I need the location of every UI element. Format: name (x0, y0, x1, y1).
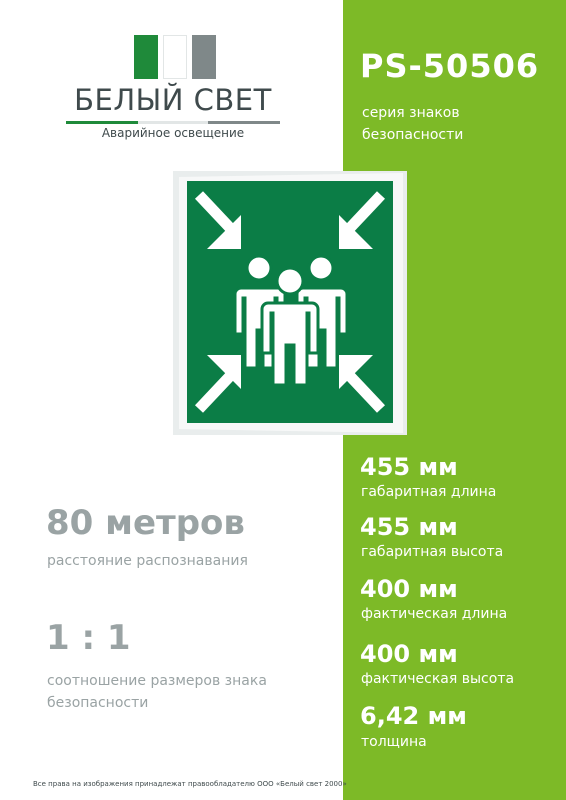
logo-subtitle: Аварийное освещение (101, 126, 245, 140)
ratio-label-line-1: соотношение размеров знака (47, 673, 267, 689)
spec-label: толщина (361, 734, 427, 750)
recognition-distance-label: расстояние распознавания (47, 553, 248, 569)
logo-underline (66, 121, 280, 124)
spec-value: 6,42 мм (360, 702, 467, 730)
product-code: PS-50506 (360, 47, 540, 85)
spec-value: 455 мм (360, 513, 458, 541)
product-series (362, 102, 463, 146)
spec-label: габаритная высота (361, 544, 504, 560)
assembly-point-icon (173, 171, 407, 435)
spec-label: фактическая высота (361, 671, 515, 687)
spec-label: фактическая длина (361, 606, 508, 622)
series-line-1: серия знаков (362, 105, 460, 121)
spec-label: габаритная длина (361, 484, 497, 500)
series-line-2: безопасности (362, 127, 464, 143)
copyright-notice: Все права на изображения принадлежат правообладателю ООО «Белый свет 2000» (33, 780, 347, 788)
spec-value: 455 мм (360, 453, 458, 481)
spec-value: 400 мм (360, 575, 458, 603)
recognition-distance-value: 80 метров (46, 503, 245, 543)
ratio-value: 1 : 1 (46, 618, 131, 658)
ratio-label-line-2: безопасности (47, 695, 149, 711)
logo-bars-icon (134, 35, 216, 79)
logo-name: БЕЛЫЙ СВЕТ (74, 83, 272, 117)
spec-value: 400 мм (360, 640, 458, 668)
ratio-label (47, 670, 267, 714)
